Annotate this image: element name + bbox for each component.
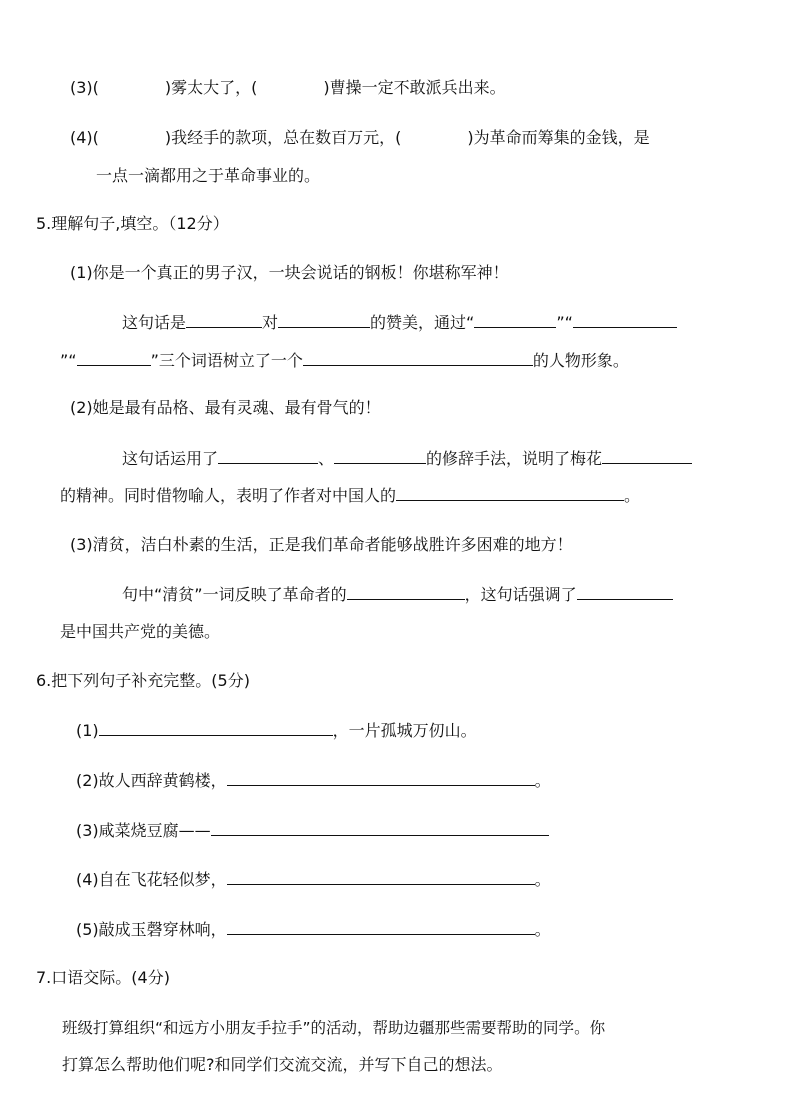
q4-item3 <box>70 78 506 98</box>
q4-item4-end: 为革命而筹集的金钱，是 <box>473 128 650 147</box>
q4-item4-mid: 我经手的款项，总在数百万元，( <box>171 128 402 147</box>
q5-s2-d: 的精神。同时借物喻人，表明了作者对中国人的 <box>60 486 397 505</box>
answer-blank[interactable] <box>77 350 151 366</box>
q6-item4-pre: (4)自在飞花轻似梦， <box>76 870 227 889</box>
q5-s1-line2 <box>60 350 629 370</box>
answer-blank[interactable] <box>186 312 262 328</box>
answer-blank[interactable] <box>347 584 465 600</box>
q5-s3-line1 <box>122 584 673 604</box>
q4-item4-line2: 一点一滴都用之于革命事业的。 <box>96 166 321 185</box>
q4-item4-open: ( <box>92 128 99 147</box>
q6-item2-post: 。 <box>534 771 551 790</box>
q6-item3 <box>76 820 549 840</box>
answer-blank[interactable] <box>602 448 692 464</box>
q5-s2-quote: (2)她是最有品格、最有灵魂、最有骨气的！ <box>70 398 381 417</box>
q4-item3-close2: ) <box>323 78 330 97</box>
q6-item1-pre: (1) <box>76 721 99 740</box>
answer-blank[interactable] <box>577 584 673 600</box>
q4-item4-close1: ) <box>164 128 172 147</box>
q5-s1-g: 的人物形象。 <box>532 351 629 370</box>
q5-s1-d: ”“ <box>556 313 573 332</box>
q6-title: 6.把下列句子补充完整。(5分) <box>36 671 250 690</box>
q4-item4 <box>70 128 650 148</box>
q6-item3-pre: (3)咸菜烧豆腐—— <box>76 821 211 840</box>
q5-s2-line1 <box>122 448 692 468</box>
q5-s2-a: 这句话运用了 <box>122 449 219 468</box>
q5-s1-f: ”三个词语树立了一个 <box>150 351 303 370</box>
q5-s1-quote: (1)你是一个真正的男子汉，一块会说话的钢板！你堪称军神！ <box>70 263 509 282</box>
q5-s1-b: 对 <box>262 313 279 332</box>
answer-blank[interactable] <box>227 770 535 786</box>
q5-s3-a: 句中“清贫”一词反映了革命者的 <box>122 585 347 604</box>
q5-s1-e: ”“ <box>60 351 77 370</box>
answer-blank[interactable] <box>227 919 535 935</box>
q5-s2-line2 <box>60 485 640 505</box>
q6-item1 <box>76 720 477 740</box>
q6-item2 <box>76 770 551 790</box>
q4-item3-open: ( <box>92 78 99 97</box>
q5-title: 5.理解句子,填空。（12分） <box>36 214 229 233</box>
q4-item4-close2: ) <box>467 128 474 147</box>
q6-item5-pre: (5)敲成玉磬穿林响， <box>76 920 227 939</box>
q5-s3-quote: (3)清贫，洁白朴素的生活，正是我们革命者能够战胜许多困难的地方！ <box>70 535 573 554</box>
answer-blank[interactable] <box>334 448 426 464</box>
q4-item3-num: (3) <box>70 78 93 97</box>
answer-blank[interactable] <box>211 820 549 836</box>
q7-line2: 打算怎么帮助他们呢?和同学们交流交流，并写下自己的想法。 <box>62 1055 503 1074</box>
q5-s1-a: 这句话是 <box>122 313 187 332</box>
answer-blank[interactable] <box>218 448 318 464</box>
q5-s3-b: ，这句话强调了 <box>464 585 577 604</box>
q5-s2-e: 。 <box>624 486 641 505</box>
q5-s2-b: 、 <box>318 449 335 468</box>
answer-blank[interactable] <box>278 312 370 328</box>
q6-item5-post: 。 <box>534 920 551 939</box>
answer-blank[interactable] <box>303 350 533 366</box>
answer-blank[interactable] <box>99 720 333 736</box>
q6-item1-post: ，一片孤城万仞山。 <box>332 721 477 740</box>
answer-blank[interactable] <box>474 312 556 328</box>
q6-item4 <box>76 869 551 889</box>
answer-blank[interactable] <box>573 312 677 328</box>
q6-item2-pre: (2)故人西辞黄鹤楼， <box>76 771 227 790</box>
q4-item3-end: 曹操一定不敢派兵出来。 <box>329 78 506 97</box>
q4-item4-num: (4) <box>70 128 93 147</box>
q6-item4-post: 。 <box>534 870 551 889</box>
q4-item3-mid: 雾太大了，( <box>171 78 258 97</box>
q5-s1-c: 的赞美，通过“ <box>370 313 475 332</box>
q4-item3-close1: ) <box>164 78 172 97</box>
q5-s1-line1 <box>122 312 677 332</box>
q7-line1: 班级打算组织“和远方小朋友手拉手”的活动，帮助边疆那些需要帮助的同学。你 <box>62 1019 606 1037</box>
q6-item5 <box>76 919 551 939</box>
q5-s2-c: 的修辞手法，说明了梅花 <box>426 449 603 468</box>
q7-title: 7.口语交际。(4分) <box>36 968 170 987</box>
answer-blank[interactable] <box>227 869 535 885</box>
answer-blank[interactable] <box>396 485 624 501</box>
q5-s3-line2: 是中国共产党的美德。 <box>60 622 221 641</box>
